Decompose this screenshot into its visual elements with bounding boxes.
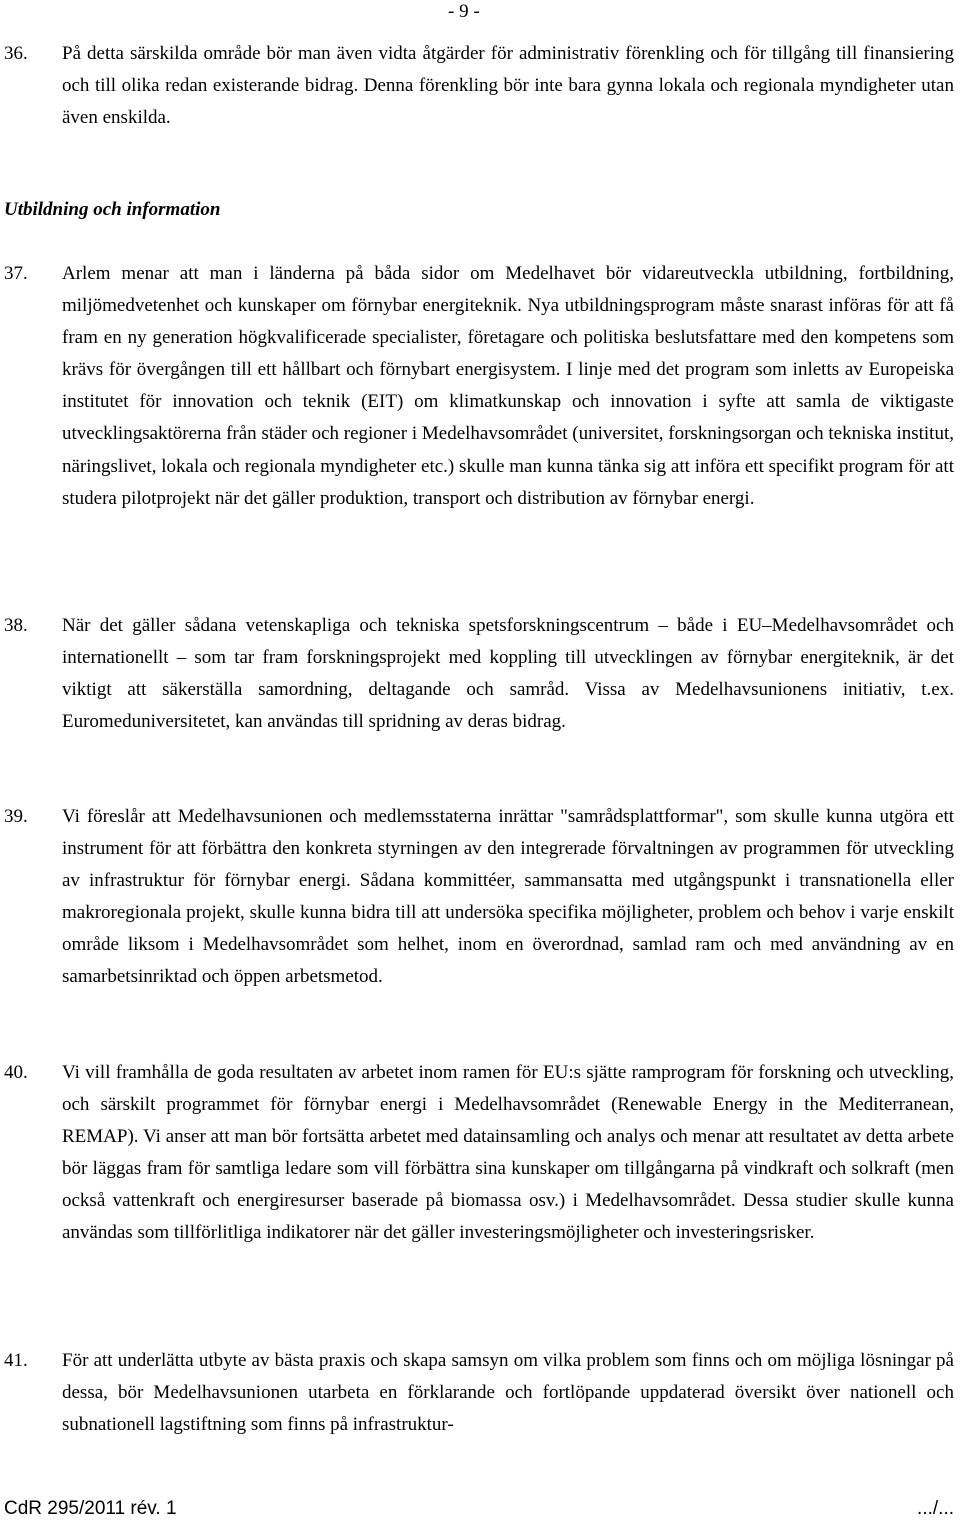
paragraph-text: När det gäller sådana vetenskapliga och tekniska spetsforskningscentrum – både i EU–Medelhavsområdet och internationellt – som tar fram forskningsprojekt med koppling till utvecklingen av förnybar energiteknik, är det viktigt att säkerställa samordning, deltagande och samråd. Vissa av Medelhavsunionens initiativ, t.ex. Euromeduniversitetet, kan användas till spridning av deras bidrag. [62, 615, 954, 733]
paragraph-number: 41. [4, 1350, 28, 1371]
paragraph-number: 36. [4, 43, 28, 64]
paragraph-number: 38. [4, 615, 28, 636]
paragraph-number: 39. [4, 806, 28, 827]
paragraph-39 [4, 801, 954, 994]
paragraph-36 [4, 38, 954, 134]
section-heading: Utbildning och information [4, 199, 221, 220]
paragraph-number: 37. [4, 263, 28, 284]
paragraph-38 [4, 610, 954, 738]
paragraph-41 [4, 1345, 954, 1441]
paragraph-text: Vi föreslår att Medelhavsunionen och medlemsstaterna inrättar "samrådsplattformar", som skulle kunna utgöra ett instrument för att förbättra den konkreta styrningen av den integrerade förvaltningen av programmen för utveckling av infrastruktur för förnybar energi. Sådana kommittéer, sammansatta med utgångspunkt i transnationella eller makroregionala projekt, skulle kunna bidra till att undersöka specifika möjligheter, problem och behov i varje enskilt område liksom i Medelhavsområdet som helhet, inom en överordnad, samlad ram och med användning av en samarbetsinriktad och öppen arbetsmetod. [62, 806, 954, 988]
footer-document-reference: CdR 295/2011 rév. 1 [4, 1498, 177, 1519]
paragraph-text: Vi vill framhålla de goda resultaten av arbetet inom ramen för EU:s sjätte ramprogram för forskning och utveckling, och särskilt programmet för förnybar energi i Medelhavsområdet (Renewable Energy in the Mediterranean, REMAP). Vi anser att man bör fortsätta arbetet med datainsamling och analys och menar att resultatet av detta arbete bör läggas fram för samtliga ledare som vill förbättra sina kunskaper om tillgångarna på vindkraft och solkraft (men också vattenkraft och energiresurser baserade på biomassa osv.) i Medelhavsområdet. Dessa studier skulle kunna användas som tillförlitliga indikatorer när det gäller investeringsmöjligheter och investeringsrisker. [62, 1062, 954, 1244]
page-number: - 9 - [448, 1, 480, 22]
paragraph-text: På detta särskilda område bör man även vidta åtgärder för administrativ förenkling och för tillgång till finansiering och till olika redan existerande bidrag. Denna förenkling bör inte bara gynna lokala och regionala myndigheter utan även enskilda. [62, 43, 954, 129]
footer-continuation-mark: .../... [917, 1498, 954, 1519]
paragraph-37 [4, 258, 954, 515]
paragraph-text: Arlem menar att man i länderna på båda sidor om Medelhavet bör vidareutveckla utbildning, fortbildning, miljömedvetenhet och kunskaper om förnybar energiteknik. Nya utbildningsprogram måste snarast införas för att få fram en ny generation högkvalificerade specialister, företagare och politiska beslutsfattare med den kompetens som krävs för övergången till ett hållbart och förnybart energisystem. I linje med det program som inletts av Europeiska institutet för innovation och teknik (EIT) om klimatkunskap och innovation i syfte att samla de viktigaste utvecklingsaktörerna från städer och regioner i Medelhavsområdet (universitet, forskningsorgan och tekniska institut, näringslivet, lokala och regionala myndigheter etc.) skulle man kunna tänka sig att införa ett specifikt program för att studera pilotprojekt när det gäller produktion, transport och distribution av förnybar energi. [62, 263, 954, 509]
paragraph-text: För att underlätta utbyte av bästa praxis och skapa samsyn om vilka problem som finns och om möjliga lösningar på dessa, bör Medelhavsunionen utarbeta en förklarande och fortlöpande uppdaterad översikt över nationell och subnationell lagstiftning som finns på infrastruktur- [62, 1350, 954, 1436]
paragraph-number: 40. [4, 1062, 28, 1083]
paragraph-40 [4, 1057, 954, 1250]
